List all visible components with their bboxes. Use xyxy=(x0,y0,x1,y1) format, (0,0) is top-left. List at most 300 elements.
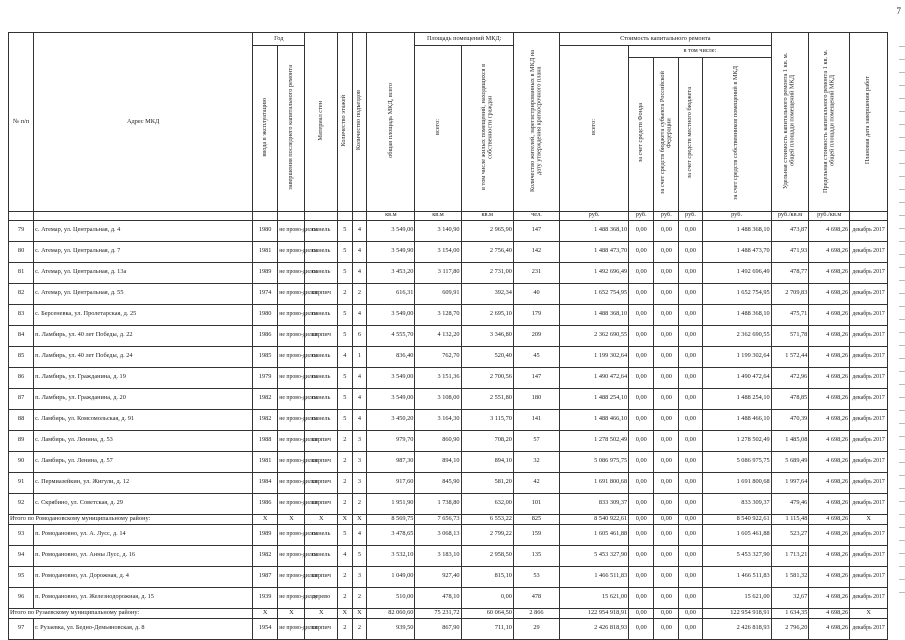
cell-fl: 5 xyxy=(337,367,352,388)
cell-ta: 3 549,00 xyxy=(367,304,415,325)
cell-y2: не прово-дился xyxy=(278,566,305,587)
cell-res: 209 xyxy=(513,325,559,346)
cell-addr: с. Ламбирь, ул. Ленина, д. 53 xyxy=(34,430,253,451)
cell-fl: 5 xyxy=(337,388,352,409)
cell-cs: 0,00 xyxy=(654,618,679,639)
header-year-commissioning: ввода в эксплуатацию xyxy=(253,46,278,212)
cell-mx: 4 698,26 xyxy=(809,493,850,514)
cell-mat: кирпич xyxy=(305,493,337,514)
table-row xyxy=(9,241,888,262)
cell-co: 1 488 368,10 xyxy=(702,220,771,241)
cell-pa: 478,10 xyxy=(415,587,461,608)
cell-mx: 4 698,26 xyxy=(809,608,850,618)
cell-addr: г. Рузаевка, ул. Бедно-Демьяновская, д. 8 xyxy=(34,618,253,639)
cell-addr: с. Атемар, ул. Центральная, д. 4 xyxy=(34,220,253,241)
header-total-area: общая площадь МКД, всего xyxy=(367,33,415,212)
cell-cf: 0,00 xyxy=(629,514,654,524)
cell-x: X xyxy=(305,608,337,618)
cell-x: X xyxy=(337,608,352,618)
cell-cf: 0,00 xyxy=(629,472,654,493)
cell-en: 3 xyxy=(352,451,367,472)
cell-n: 80 xyxy=(9,241,34,262)
table-row xyxy=(9,493,888,514)
cell-mat: кирпич xyxy=(305,283,337,304)
cell-addr: п. Ромодановно, ул. Железнодорожная, д. 15 xyxy=(34,587,253,608)
cell-y1: 1984 xyxy=(253,472,278,493)
cell-x: X xyxy=(305,514,337,524)
cell-fl: 5 xyxy=(337,220,352,241)
unit-cell: руб. xyxy=(629,211,654,220)
cell-n: 89 xyxy=(9,430,34,451)
cell-n: 94 xyxy=(9,545,34,566)
cell-mat: панель xyxy=(305,241,337,262)
cell-pa: 867,90 xyxy=(415,618,461,639)
cell-co: 1 605 461,88 xyxy=(702,524,771,545)
header-wall-material: Материал стен xyxy=(305,33,337,212)
cell-pa: 3 108,00 xyxy=(415,388,461,409)
cell-res: 2 866 xyxy=(513,608,559,618)
cell-dt: декабрь 2017 xyxy=(850,618,888,639)
cell-cs: 0,00 xyxy=(654,587,679,608)
cell-cs: 0,00 xyxy=(654,608,679,618)
cell-mx: 4 698,26 xyxy=(809,262,850,283)
cell-co: 5 086 975,75 xyxy=(702,451,771,472)
cell-y1: 1988 xyxy=(253,430,278,451)
cell-dt: декабрь 2017 xyxy=(850,262,888,283)
cell-mat: кирпич xyxy=(305,451,337,472)
header-cost-total: всего: xyxy=(560,46,629,212)
cell-sp: 475,71 xyxy=(771,304,809,325)
cell-co: 1 492 696,49 xyxy=(702,262,771,283)
cell-mat: кирпич xyxy=(305,618,337,639)
cell-ct: 8 540 922,61 xyxy=(560,514,629,524)
cell-mat: панель xyxy=(305,367,337,388)
cell-ra: 2 756,40 xyxy=(461,241,513,262)
cell-y1: 1939 xyxy=(253,587,278,608)
cell-addr: п. Ламбирь, ул. 40 лет Победы, д. 24 xyxy=(34,346,253,367)
cell-co: 1 466 511,83 xyxy=(702,566,771,587)
cell-addr: с. Берсеневка, ул. Пролетарская, д. 25 xyxy=(34,304,253,325)
cell-en: 2 xyxy=(352,587,367,608)
cell-ra: 894,10 xyxy=(461,451,513,472)
cell-y1: 1989 xyxy=(253,262,278,283)
table-row xyxy=(9,472,888,493)
cell-dt: декабрь 2017 xyxy=(850,241,888,262)
cell-ra: 711,10 xyxy=(461,618,513,639)
cell-ct: 1 490 472,64 xyxy=(560,367,629,388)
cell-en: 4 xyxy=(352,409,367,430)
unit-cell: руб. xyxy=(679,211,702,220)
cell-sp: 1 572,44 xyxy=(771,346,809,367)
cell-cs: 0,00 xyxy=(654,304,679,325)
cell-dt: декабрь 2017 xyxy=(850,283,888,304)
unit-cell: руб./кв.м xyxy=(771,211,809,220)
cell-ct: 15 621,00 xyxy=(560,587,629,608)
cell-res: 147 xyxy=(513,220,559,241)
table-row xyxy=(9,388,888,409)
cell-n: 96 xyxy=(9,587,34,608)
cell-fl: 2 xyxy=(337,566,352,587)
cell-n: 82 xyxy=(9,283,34,304)
cell-cs: 0,00 xyxy=(654,472,679,493)
cell-y1: 1981 xyxy=(253,451,278,472)
cell-ra: 632,00 xyxy=(461,493,513,514)
cell-y1: 1982 xyxy=(253,388,278,409)
cell-y1: 1974 xyxy=(253,283,278,304)
cell-mat: панель xyxy=(305,388,337,409)
cell-en: 4 xyxy=(352,262,367,283)
cell-co: 8 540 922,61 xyxy=(702,514,771,524)
cell-ta: 8 569,75 xyxy=(367,514,415,524)
cell-dt: декабрь 2017 xyxy=(850,430,888,451)
cell-y1: 1986 xyxy=(253,325,278,346)
table-row xyxy=(9,367,888,388)
header-year-last-repair: завершения последнего капитального ремонта xyxy=(278,46,305,212)
cell-ta: 4 555,70 xyxy=(367,325,415,346)
cell-ra: 708,20 xyxy=(461,430,513,451)
table-row xyxy=(9,346,888,367)
table-body xyxy=(9,220,888,639)
cell-n: 86 xyxy=(9,367,34,388)
cell-fl: 5 xyxy=(337,409,352,430)
cell-co: 1 652 754,95 xyxy=(702,283,771,304)
cell-cl: 0,00 xyxy=(679,566,702,587)
cell-ra: 0,00 xyxy=(461,587,513,608)
cell-fl: 5 xyxy=(337,325,352,346)
cell-ra: 581,20 xyxy=(461,472,513,493)
cell-ct: 2 426 818,93 xyxy=(560,618,629,639)
cell-pa: 3 154,00 xyxy=(415,241,461,262)
cell-ct: 5 453 327,90 xyxy=(560,545,629,566)
cell-cs: 0,00 xyxy=(654,409,679,430)
total-label: Итого по Ромодановскому муниципальному району: xyxy=(9,514,253,524)
cell-x: X xyxy=(278,608,305,618)
cell-x: X xyxy=(352,514,367,524)
cell-fl: 2 xyxy=(337,587,352,608)
cell-fl: 5 xyxy=(337,262,352,283)
cell-sp: 32,67 xyxy=(771,587,809,608)
cell-cl: 0,00 xyxy=(679,430,702,451)
cell-ra: 2 799,22 xyxy=(461,524,513,545)
cell-addr: п. Ромодановно, ул. Дорожная, д. 4 xyxy=(34,566,253,587)
cell-cs: 0,00 xyxy=(654,262,679,283)
cell-co: 1 278 502,49 xyxy=(702,430,771,451)
cell-fl: 2 xyxy=(337,283,352,304)
cell-cs: 0,00 xyxy=(654,388,679,409)
cell-pa: 75 231,72 xyxy=(415,608,461,618)
cell-mx: 4 698,26 xyxy=(809,346,850,367)
table-row xyxy=(9,451,888,472)
cell-cl: 0,00 xyxy=(679,514,702,524)
cell-ra: 2 731,00 xyxy=(461,262,513,283)
cell-en: 5 xyxy=(352,545,367,566)
cell-y2: не прово-дился xyxy=(278,493,305,514)
cell-mat: кирпич xyxy=(305,325,337,346)
cell-sp: 2 709,83 xyxy=(771,283,809,304)
header-cost-group: Стоимость капитального ремонта xyxy=(560,33,772,46)
cell-mat: кирпич xyxy=(305,430,337,451)
cell-en: 4 xyxy=(352,304,367,325)
table-row xyxy=(9,545,888,566)
header-premises-area-group: Площадь помещений МКД: xyxy=(415,33,513,46)
cell-ta: 1 951,90 xyxy=(367,493,415,514)
cell-en: 4 xyxy=(352,524,367,545)
cell-co: 1 490 472,64 xyxy=(702,367,771,388)
cell-pa: 3 183,10 xyxy=(415,545,461,566)
cell-fl: 5 xyxy=(337,304,352,325)
cell-cl: 0,00 xyxy=(679,388,702,409)
cell-mat: панель xyxy=(305,545,337,566)
header-premises-residential: в том числе жилых помещений, находящихся в собственности граждан xyxy=(461,46,513,212)
cell-ct: 1 605 461,88 xyxy=(560,524,629,545)
cell-cl: 0,00 xyxy=(679,346,702,367)
cell-y1: 1985 xyxy=(253,346,278,367)
cell-co: 2 362 690,55 xyxy=(702,325,771,346)
cell-res: 32 xyxy=(513,451,559,472)
cell-res: 135 xyxy=(513,545,559,566)
unit-cell: чел. xyxy=(513,211,559,220)
cell-sp: 470,39 xyxy=(771,409,809,430)
cell-dt: декабрь 2017 xyxy=(850,451,888,472)
total-row xyxy=(9,608,888,618)
cell-cs: 0,00 xyxy=(654,524,679,545)
cell-cs: 0,00 xyxy=(654,367,679,388)
unit-cell: руб. xyxy=(560,211,629,220)
cell-ct: 1 466 511,83 xyxy=(560,566,629,587)
cell-mat: дерево xyxy=(305,587,337,608)
cell-y2: не прово-дился xyxy=(278,587,305,608)
cell-mx: 4 698,26 xyxy=(809,545,850,566)
cell-mx: 4 698,26 xyxy=(809,283,850,304)
cell-ct: 1 488 254,10 xyxy=(560,388,629,409)
unit-cell: руб. xyxy=(702,211,771,220)
cell-n: 88 xyxy=(9,409,34,430)
cell-mx: 4 698,26 xyxy=(809,325,850,346)
cell-co: 122 954 918,91 xyxy=(702,608,771,618)
cell-ra: 3 115,70 xyxy=(461,409,513,430)
cell-en: 3 xyxy=(352,430,367,451)
cell-en: 4 xyxy=(352,220,367,241)
cell-ta: 3 478,65 xyxy=(367,524,415,545)
table-row xyxy=(9,566,888,587)
cell-cs: 0,00 xyxy=(654,514,679,524)
cell-co: 1 488 368,10 xyxy=(702,304,771,325)
cell-y2: не прово-дился xyxy=(278,430,305,451)
table-row xyxy=(9,262,888,283)
cell-pa: 3 128,70 xyxy=(415,304,461,325)
cell-addr: п. Ламбирь, ул. Гражданина, д. 19 xyxy=(34,367,253,388)
cell-ta: 82 060,60 xyxy=(367,608,415,618)
cell-addr: с. Атемар, ул. Центральная, д. 13а xyxy=(34,262,253,283)
unit-cell: кв.м xyxy=(461,211,513,220)
cell-cs: 0,00 xyxy=(654,493,679,514)
cell-cl: 0,00 xyxy=(679,241,702,262)
cell-ct: 122 954 918,91 xyxy=(560,608,629,618)
cell-sp: 5 689,49 xyxy=(771,451,809,472)
cell-dt: декабрь 2017 xyxy=(850,325,888,346)
cell-y1: 1980 xyxy=(253,220,278,241)
cell-cf: 0,00 xyxy=(629,346,654,367)
cell-fl: 2 xyxy=(337,451,352,472)
cell-cl: 0,00 xyxy=(679,262,702,283)
unit-cell: кв.м xyxy=(415,211,461,220)
cell-ra: 815,10 xyxy=(461,566,513,587)
cell-co: 5 453 327,90 xyxy=(702,545,771,566)
cell-en: 4 xyxy=(352,241,367,262)
cell-fl: 4 xyxy=(337,545,352,566)
cell-pa: 3 068,13 xyxy=(415,524,461,545)
cell-pa: 7 656,73 xyxy=(415,514,461,524)
cell-sp: 478,85 xyxy=(771,388,809,409)
cell-pa: 860,90 xyxy=(415,430,461,451)
table-row xyxy=(9,283,888,304)
cell-y2: не прово-дился xyxy=(278,262,305,283)
table-row xyxy=(9,304,888,325)
cell-y2: не прово-дился xyxy=(278,388,305,409)
cell-en: 2 xyxy=(352,618,367,639)
cell-co: 833 309,37 xyxy=(702,493,771,514)
cell-res: 29 xyxy=(513,618,559,639)
cell-ta: 3 450,20 xyxy=(367,409,415,430)
cell-y1: 1986 xyxy=(253,493,278,514)
cell-res: 179 xyxy=(513,304,559,325)
table-row xyxy=(9,409,888,430)
total-label: Итого по Рузаевскому муниципальному району: xyxy=(9,608,253,618)
cell-co: 1 199 302,64 xyxy=(702,346,771,367)
cell-mx: 4 698,26 xyxy=(809,409,850,430)
header-cost-fund: за счет средств Фонда xyxy=(629,58,654,212)
cell-mx: 4 698,26 xyxy=(809,304,850,325)
cell-x: X xyxy=(337,514,352,524)
cell-mat: кирпич xyxy=(305,566,337,587)
units-row xyxy=(9,211,888,220)
cell-mat: панель xyxy=(305,304,337,325)
cell-ta: 510,00 xyxy=(367,587,415,608)
cell-cf: 0,00 xyxy=(629,430,654,451)
cell-sp: 1 634,35 xyxy=(771,608,809,618)
table-row xyxy=(9,325,888,346)
cell-ta: 3 549,00 xyxy=(367,367,415,388)
cell-cl: 0,00 xyxy=(679,472,702,493)
cell-n: 93 xyxy=(9,524,34,545)
cell-ra: 392,34 xyxy=(461,283,513,304)
cell-n: 90 xyxy=(9,451,34,472)
cell-mx: 4 698,26 xyxy=(809,587,850,608)
cell-sp: 523,27 xyxy=(771,524,809,545)
header-residents: Количество жителей, зарегистрированных в МКД на дату утверждения краткосрочного плана xyxy=(513,33,559,212)
cell-n: 92 xyxy=(9,493,34,514)
cell-sp: 1 115,48 xyxy=(771,514,809,524)
cell-n: 84 xyxy=(9,325,34,346)
cell-res: 231 xyxy=(513,262,559,283)
cell-cf: 0,00 xyxy=(629,587,654,608)
cell-mx: 4 698,26 xyxy=(809,472,850,493)
cell-en: 6 xyxy=(352,325,367,346)
cell-res: 57 xyxy=(513,430,559,451)
table-row xyxy=(9,220,888,241)
cell-mat: панель xyxy=(305,346,337,367)
cell-ct: 1 492 696,49 xyxy=(560,262,629,283)
header-premises-total: всего: xyxy=(415,46,461,212)
cell-cs: 0,00 xyxy=(654,430,679,451)
cell-x: X xyxy=(278,514,305,524)
cell-ct: 1 199 302,64 xyxy=(560,346,629,367)
cell-cf: 0,00 xyxy=(629,262,654,283)
cell-dt: декабрь 2017 xyxy=(850,304,888,325)
cell-cs: 0,00 xyxy=(654,325,679,346)
cell-x: X xyxy=(850,514,888,524)
cell-en: 2 xyxy=(352,493,367,514)
cell-y2: не прово-дился xyxy=(278,367,305,388)
cell-co: 2 426 818,93 xyxy=(702,618,771,639)
cell-y2: не прово-дился xyxy=(278,618,305,639)
cell-fl: 2 xyxy=(337,493,352,514)
cell-cl: 0,00 xyxy=(679,367,702,388)
cell-mx: 4 698,26 xyxy=(809,241,850,262)
cell-ra: 2 695,10 xyxy=(461,304,513,325)
cell-addr: п. Ламбирь, ул. 40 лет Победы, д. 22 xyxy=(34,325,253,346)
cell-co: 15 621,00 xyxy=(702,587,771,608)
cell-sp: 479,46 xyxy=(771,493,809,514)
header-cost-subject: за счет средств бюджета субъекта Российской Федерации xyxy=(654,58,679,212)
cell-n: 83 xyxy=(9,304,34,325)
cell-ta: 3 549,90 xyxy=(367,241,415,262)
cell-dt: декабрь 2017 xyxy=(850,220,888,241)
cell-ra: 2 700,56 xyxy=(461,367,513,388)
cell-y2: не прово-дился xyxy=(278,472,305,493)
cell-en: 1 xyxy=(352,346,367,367)
cell-en: 4 xyxy=(352,367,367,388)
table-row xyxy=(9,618,888,639)
header-max-cost: Предельная стоимость капитального ремонта 1 кв. м. общей площади помещений МКД xyxy=(809,33,850,212)
cell-mx: 4 698,26 xyxy=(809,566,850,587)
cell-dt: декабрь 2017 xyxy=(850,388,888,409)
cell-en: 3 xyxy=(352,566,367,587)
cell-ta: 979,70 xyxy=(367,430,415,451)
cell-y1: 1979 xyxy=(253,367,278,388)
cell-sp: 472,96 xyxy=(771,367,809,388)
unit-cell: кв.м xyxy=(367,211,415,220)
cell-cl: 0,00 xyxy=(679,493,702,514)
cell-ta: 836,40 xyxy=(367,346,415,367)
cell-ta: 3 453,20 xyxy=(367,262,415,283)
cell-ra: 520,40 xyxy=(461,346,513,367)
cell-pa: 3 140,90 xyxy=(415,220,461,241)
cell-y2: не прово-дился xyxy=(278,545,305,566)
header-entrances: Количество подъездов xyxy=(352,33,367,212)
cell-ta: 3 549,00 xyxy=(367,220,415,241)
cell-cs: 0,00 xyxy=(654,283,679,304)
cell-en: 3 xyxy=(352,472,367,493)
cell-ct: 1 278 502,49 xyxy=(560,430,629,451)
cell-cf: 0,00 xyxy=(629,325,654,346)
cell-cs: 0,00 xyxy=(654,451,679,472)
cell-mx: 4 698,26 xyxy=(809,524,850,545)
cell-ra: 2 551,80 xyxy=(461,388,513,409)
cell-dt: декабрь 2017 xyxy=(850,346,888,367)
header-specific-cost: Удельная стоимость капитального ремонта 1 кв. м. общей площади помещений МКД xyxy=(771,33,809,212)
cell-y1: 1989 xyxy=(253,524,278,545)
cell-res: 825 xyxy=(513,514,559,524)
cell-dt: декабрь 2017 xyxy=(850,493,888,514)
cell-sp: 473,87 xyxy=(771,220,809,241)
cell-pa: 4 132,20 xyxy=(415,325,461,346)
cell-cl: 0,00 xyxy=(679,325,702,346)
header-num: № п/п xyxy=(9,33,34,212)
cell-cl: 0,00 xyxy=(679,451,702,472)
cell-ta: 987,30 xyxy=(367,451,415,472)
cell-cf: 0,00 xyxy=(629,493,654,514)
